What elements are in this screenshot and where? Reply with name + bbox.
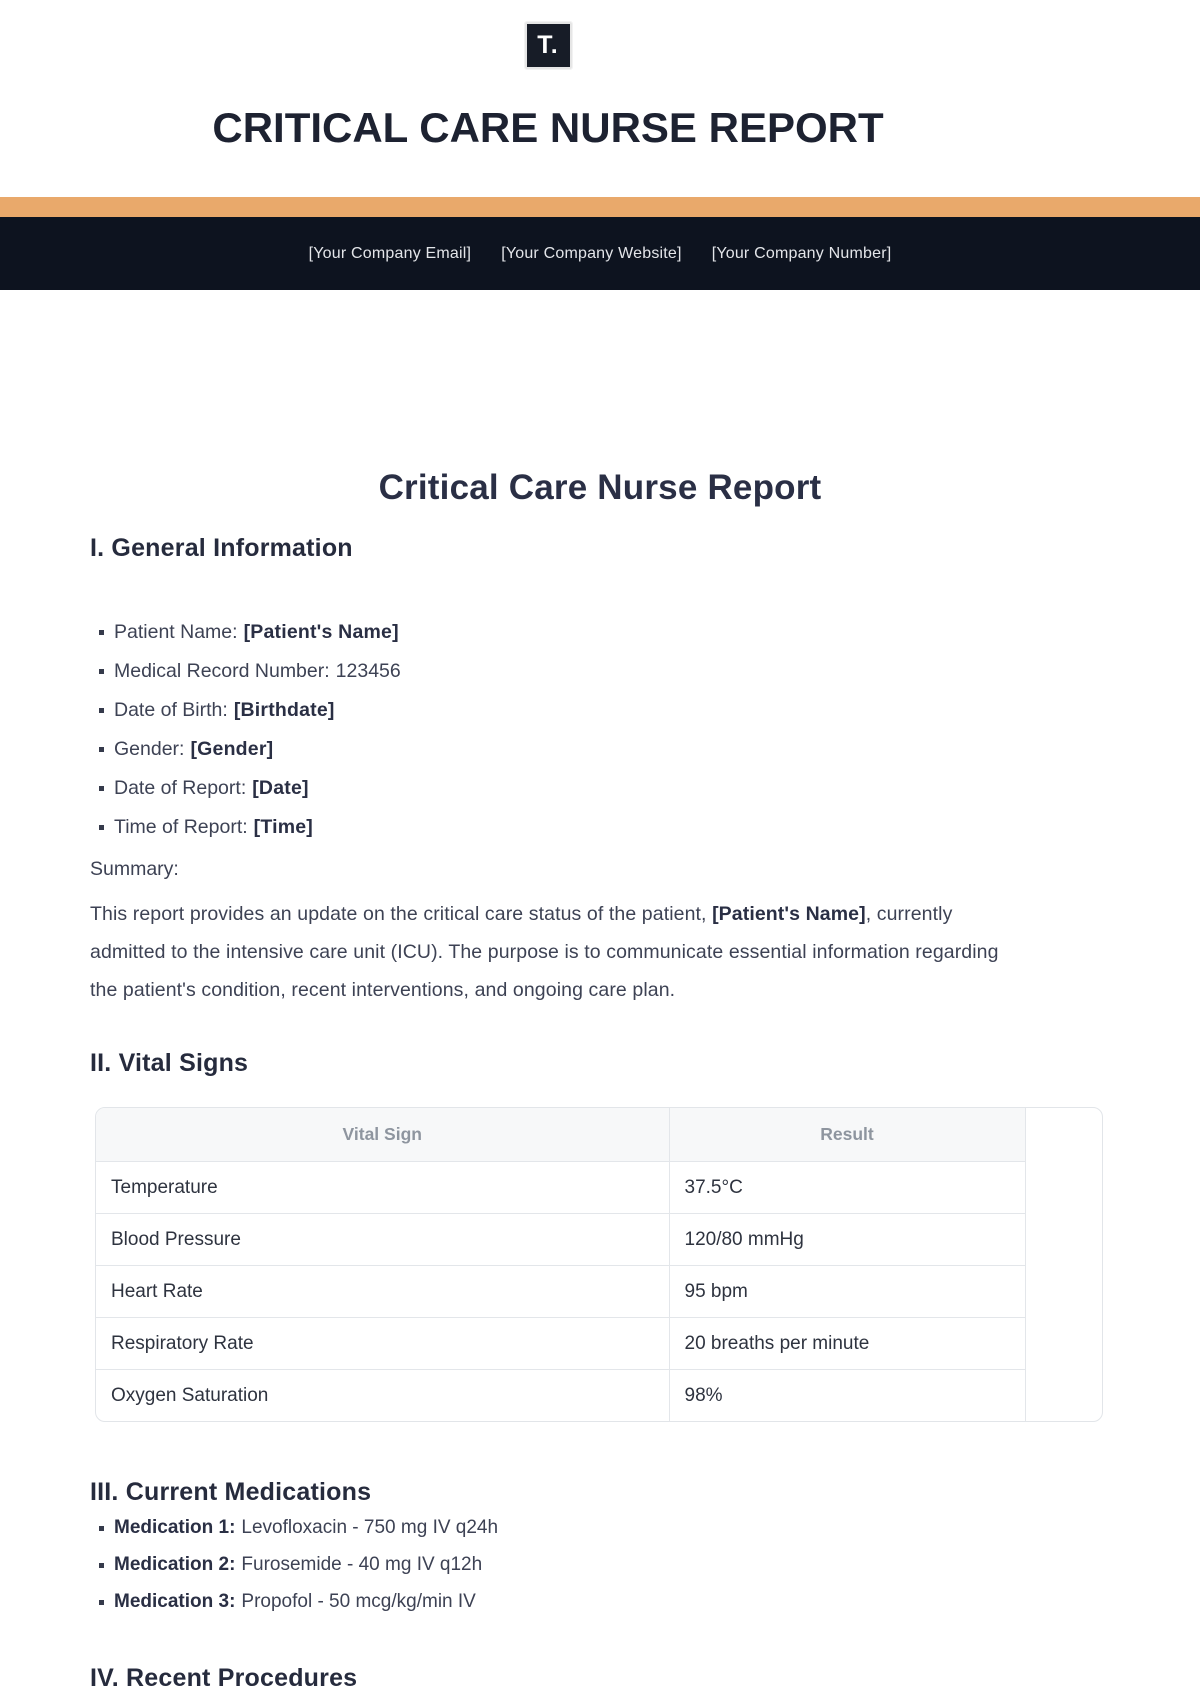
medications-list <box>90 1516 1025 1614</box>
list-item-gender <box>90 737 1025 761</box>
table-row <box>96 1318 1025 1370</box>
field-value: 123456 <box>335 660 401 682</box>
list-item-medical-record-number <box>90 659 1025 683</box>
brand-header <box>0 0 1096 151</box>
summary-label: Summary: <box>90 858 179 880</box>
field-value: [Time] <box>253 816 314 838</box>
general-information-list <box>90 620 1025 839</box>
field-value: [Gender] <box>190 738 274 760</box>
vital-sign-cell: Oxygen Saturation <box>96 1370 669 1422</box>
company-logo <box>525 22 572 69</box>
vital-sign-cell: Respiratory Rate <box>96 1318 669 1370</box>
medication-label: Medication 2: <box>114 1554 236 1575</box>
field-label: Patient Name: <box>114 621 238 643</box>
company-number-placeholder: [Your Company Number] <box>711 244 892 262</box>
field-value: [Birthdate] <box>233 699 335 721</box>
vital-sign-cell: Blood Pressure <box>96 1214 669 1266</box>
column-header-result: Result <box>669 1108 1025 1162</box>
section-heading-vital-signs: II. Vital Signs <box>90 1049 249 1077</box>
company-website-placeholder: [Your Company Website] <box>501 244 682 262</box>
result-cell: 120/80 mmHg <box>669 1214 1025 1266</box>
list-item-date-of-birth <box>90 698 1025 722</box>
document-title: Critical Care Nurse Report <box>378 468 822 507</box>
medication-value: Levofloxacin - 750 mg IV q24h <box>241 1517 499 1538</box>
field-label: Date of Report: <box>114 777 247 799</box>
field-value: [Date] <box>252 777 309 799</box>
field-label: Medical Record Number: <box>114 660 330 682</box>
vital-sign-cell: Heart Rate <box>96 1266 669 1318</box>
result-cell: 20 breaths per minute <box>669 1318 1025 1370</box>
banner-title: CRITICAL CARE NURSE REPORT <box>212 104 884 151</box>
table-row <box>96 1266 1025 1318</box>
medication-value: Propofol - 50 mcg/kg/min IV <box>241 1591 476 1612</box>
field-label: Gender: <box>114 738 185 760</box>
medication-label: Medication 3: <box>114 1591 236 1612</box>
table-row <box>96 1370 1025 1422</box>
summary-paragraph <box>90 895 1025 1009</box>
section-heading-current-medications: III. Current Medications <box>90 1478 372 1506</box>
field-label: Time of Report: <box>114 816 248 838</box>
summary-text-after: , currently admitted to the intensive care unit (ICU). The purpose is to communicate essential information regarding the patient's condition, recent interventions, and ongoing care plan. <box>90 903 999 1001</box>
list-item-medication-1 <box>90 1516 1025 1540</box>
section-heading-recent-procedures: IV. Recent Procedures <box>90 1664 358 1692</box>
table-row <box>96 1162 1025 1214</box>
field-value: [Patient's Name] <box>243 621 399 643</box>
list-item-patient-name <box>90 620 1025 644</box>
medication-label: Medication 1: <box>114 1517 236 1538</box>
medication-value: Furosemide - 40 mg IV q12h <box>241 1554 483 1575</box>
result-cell: 98% <box>669 1370 1025 1422</box>
result-cell: 95 bpm <box>669 1266 1025 1318</box>
list-item-medication-2 <box>90 1553 1025 1577</box>
list-item-medication-3 <box>90 1590 1025 1614</box>
company-contact-bar <box>0 217 1200 290</box>
field-label: Date of Birth: <box>114 699 228 721</box>
vital-signs-table <box>95 1107 1103 1422</box>
accent-divider-bar <box>0 197 1200 217</box>
section-heading-general-information: I. General Information <box>90 534 353 562</box>
logo-letter: T. <box>537 31 559 59</box>
table-header-row <box>96 1108 1025 1162</box>
document-content <box>90 534 1025 1692</box>
list-item-date-of-report <box>90 776 1025 800</box>
result-cell: 37.5°C <box>669 1162 1025 1214</box>
table-row <box>96 1214 1025 1266</box>
vital-sign-cell: Temperature <box>96 1162 669 1214</box>
list-item-time-of-report <box>90 815 1025 839</box>
summary-text-before: This report provides an update on the critical care status of the patient, <box>90 903 713 925</box>
company-email-placeholder: [Your Company Email] <box>308 244 472 262</box>
summary-patient-name: [Patient's Name] <box>712 903 866 925</box>
column-header-vital-sign: Vital Sign <box>96 1108 669 1162</box>
